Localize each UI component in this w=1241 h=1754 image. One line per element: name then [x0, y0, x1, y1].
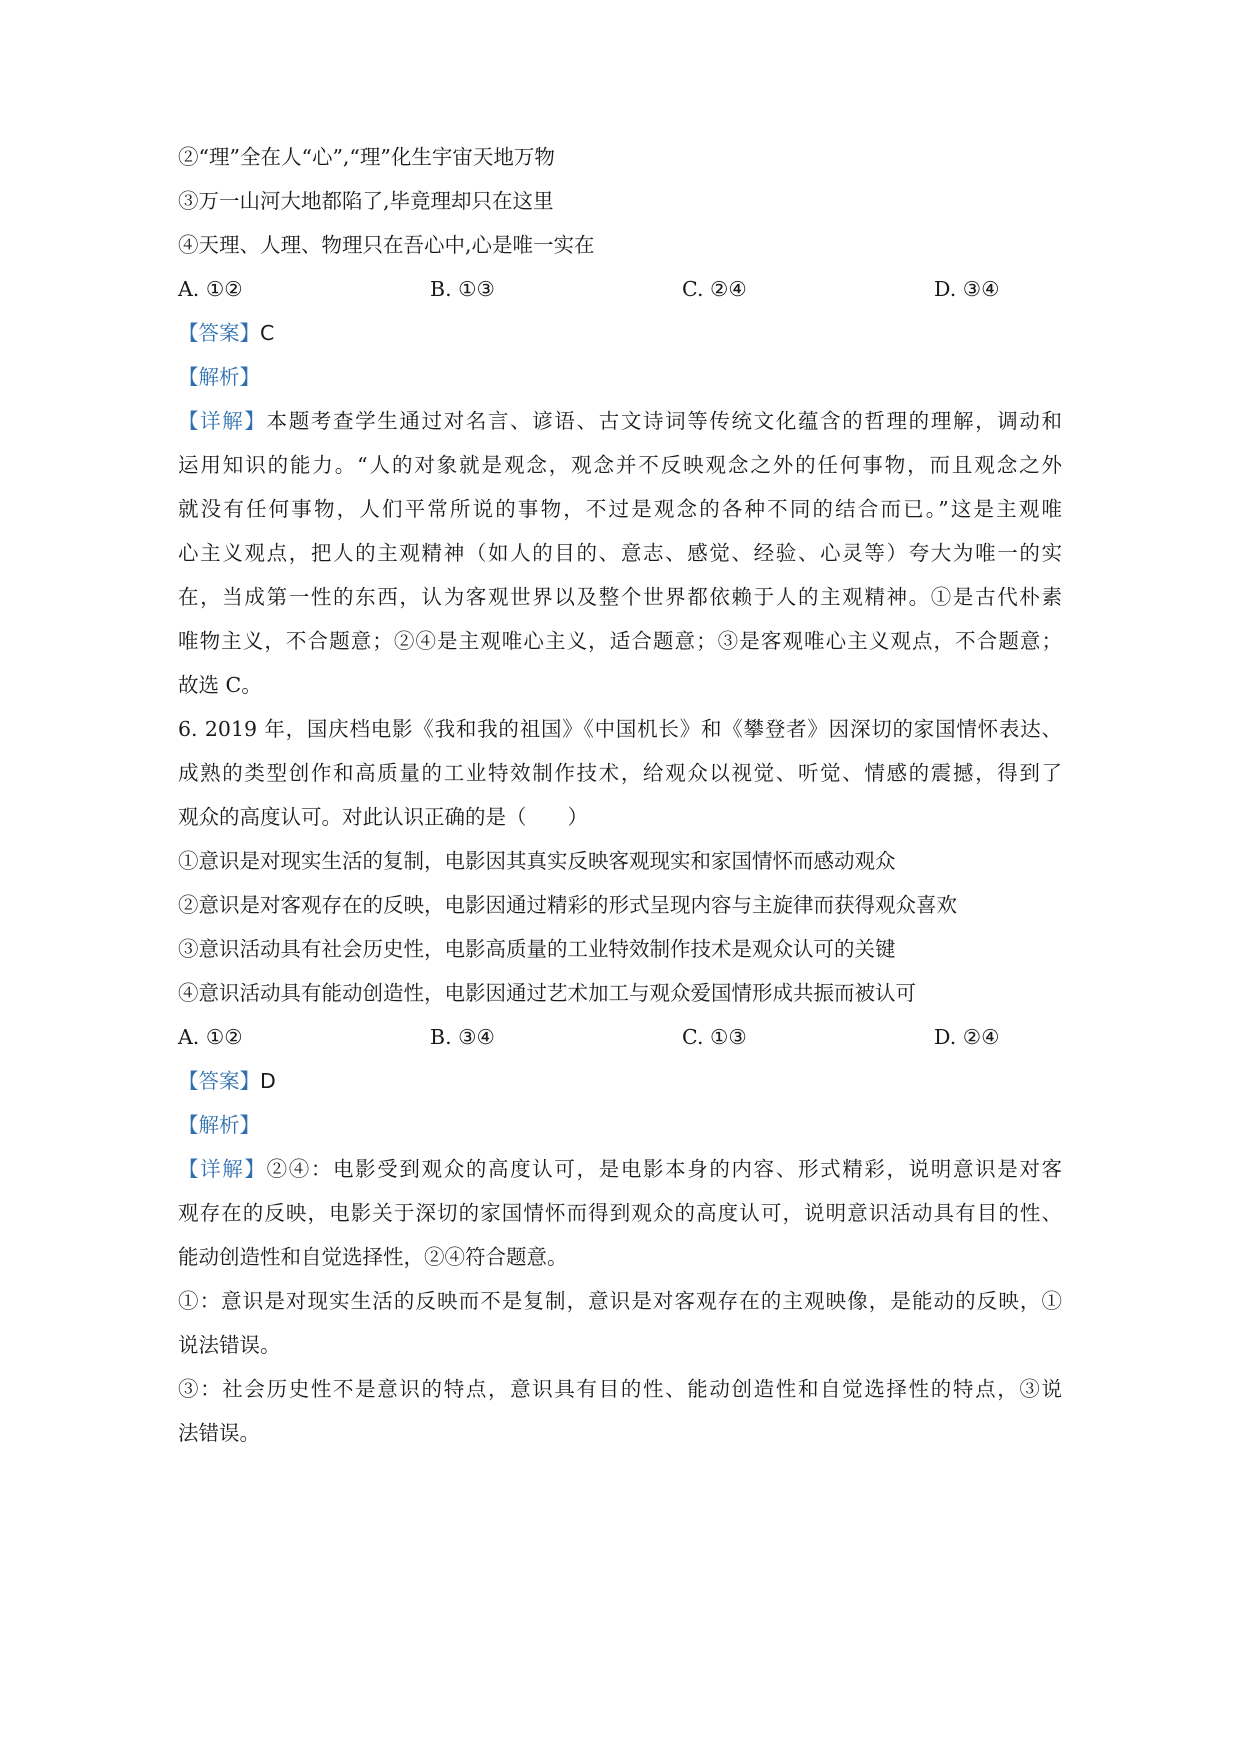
q6-detail-text-1: ②④：电影受到观众的高度认可，是电影本身的内容、形式精彩，说明意识是对客: [266, 1157, 1063, 1181]
q6-stem-line-1: 6. 2019 年，国庆档电影《我和我的祖国》《中国机长》和《攀登者》因深切的家国情怀表达、: [178, 717, 1062, 741]
q6-item-4: ④意识活动具有能动创造性，电影因通过艺术加工与观众爱国情形成共振而被认可: [178, 981, 916, 1005]
detail-tag: 【详解】: [178, 409, 267, 433]
q6-item-2: ②意识是对客观存在的反映，电影因通过精彩的形式呈现内容与主旋律而获得观众喜欢: [178, 893, 957, 917]
q5-analysis-tag: 【解析】: [178, 365, 260, 389]
q6-detail-line-2: 观存在的反映，电影关于深切的家国情怀而得到观众的高度认可，说明意识活动具有目的性、: [178, 1201, 1062, 1225]
answer-value: D: [260, 1069, 276, 1093]
q5-option-b: B. ①③: [430, 277, 495, 301]
q6-detail-line-7: 法错误。: [178, 1421, 260, 1445]
q5-item-2: ②“理”全在人“心”,“理”化生宇宙天地万物: [178, 145, 555, 169]
q5-detail-line-2: 运用知识的能力。“人的对象就是观念，观念并不反映观念之外的任何事物，而且观念之外: [178, 453, 1062, 477]
q5-detail-line-1: [178, 409, 1062, 433]
q6-stem-line-3: 观众的高度认可。对此认识正确的是（ ）: [178, 805, 588, 829]
q5-detail-line-4: 心主义观点，把人的主观精神（如人的目的、意志、感觉、经验、心灵等）夸大为唯一的实: [178, 541, 1062, 565]
q6-option-b: B. ③④: [430, 1025, 495, 1049]
q6-answer-line: [178, 1069, 276, 1093]
q6-option-d: D. ②④: [934, 1025, 1000, 1049]
q5-option-d: D. ③④: [934, 277, 1000, 301]
q6-option-c: C. ①③: [682, 1025, 747, 1049]
q6-option-a: A. ①②: [178, 1025, 243, 1049]
answer-tag: 【答案】: [178, 321, 260, 345]
q5-option-a: A. ①②: [178, 277, 243, 301]
q6-item-3: ③意识活动具有社会历史性，电影高质量的工业特效制作技术是观众认可的关键: [178, 937, 896, 961]
q6-detail-line-3: 能动创造性和自觉选择性，②④符合题意。: [178, 1245, 568, 1269]
q6-detail-line-1: [178, 1157, 1062, 1181]
q5-detail-line-3: 就没有任何事物，人们平常所说的事物，不过是观念的各种不同的结合而已。”这是主观唯: [178, 497, 1062, 521]
q6-detail-line-6: ③：社会历史性不是意识的特点，意识具有目的性、能动创造性和自觉选择性的特点，③说: [178, 1377, 1062, 1401]
q6-analysis-tag: 【解析】: [178, 1113, 260, 1137]
q5-answer-line: [178, 321, 274, 345]
q5-detail-text-1: 本题考查学生通过对名言、谚语、古文诗词等传统文化蕴含的哲理的理解，调动和: [266, 409, 1063, 433]
q5-detail-line-7: 故选 C。: [178, 673, 262, 697]
q5-item-4: ④天理、人理、物理只在吾心中,心是唯一实在: [178, 233, 595, 257]
q5-detail-line-5: 在，当成第一性的东西，认为客观世界以及整个世界都依赖于人的主观精神。①是古代朴素: [178, 585, 1062, 609]
q6-item-1: ①意识是对现实生活的复制，电影因其真实反映客观现实和家国情怀而感动观众: [178, 849, 896, 873]
q6-stem-line-2: 成熟的类型创作和高质量的工业特效制作技术，给观众以视觉、听觉、情感的震撼，得到了: [178, 761, 1062, 785]
answer-tag: 【答案】: [178, 1069, 260, 1093]
q5-item-3: ③万一山河大地都陷了,毕竟理却只在这里: [178, 189, 554, 213]
detail-tag: 【详解】: [178, 1157, 267, 1181]
q6-detail-line-4: ①：意识是对现实生活的反映而不是复制，意识是对客观存在的主观映像，是能动的反映，①: [178, 1289, 1062, 1313]
q5-detail-line-6: 唯物主义，不合题意；②④是主观唯心主义，适合题意；③是客观唯心主义观点，不合题意；: [178, 629, 1062, 653]
q6-detail-line-5: 说法错误。: [178, 1333, 281, 1357]
answer-value: C: [260, 321, 275, 345]
q5-option-c: C. ②④: [682, 277, 747, 301]
